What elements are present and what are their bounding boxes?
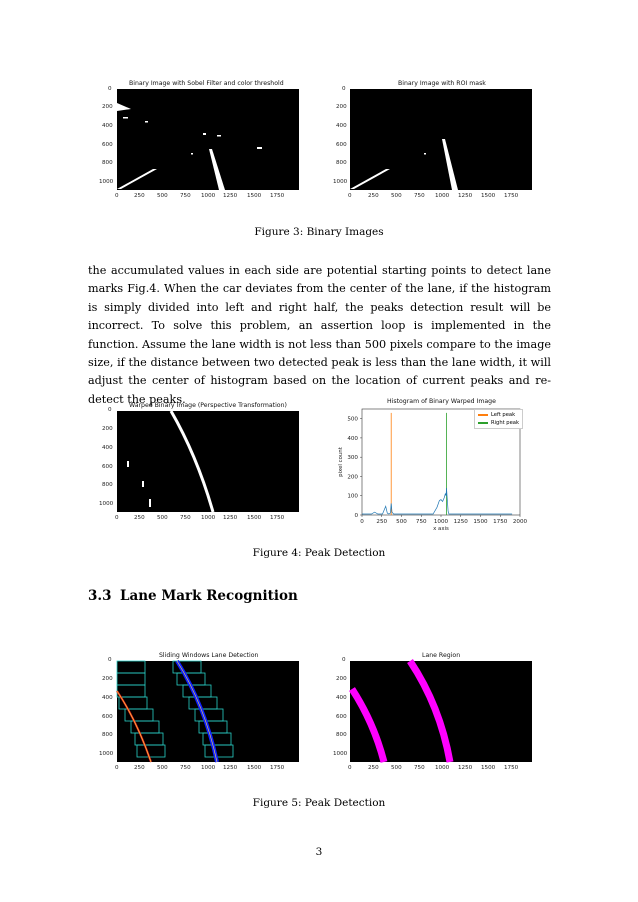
x-tick-label: 2000 (512, 519, 528, 525)
y-tick: 0 (342, 86, 346, 92)
page-number: 3 (315, 846, 323, 858)
y-tick-label: 100 (347, 493, 358, 500)
y-tick: 800 (102, 732, 113, 738)
x-tick: 1250 (458, 765, 473, 771)
x-tick: 500 (391, 765, 402, 771)
x-tick-label: 500 (396, 519, 407, 525)
fig5-right-image (350, 661, 532, 762)
fig5-right-lane-region (350, 661, 532, 762)
fig4-left-image (117, 411, 299, 512)
chart-legend (474, 409, 523, 429)
y-tick: 400 (336, 695, 347, 701)
fig5-right-title: Lane Region (422, 652, 461, 659)
x-tick: 1750 (270, 515, 285, 521)
y-tick: 400 (102, 445, 113, 451)
fig3-left-image (117, 89, 299, 190)
x-axis-label: x axis (433, 526, 449, 532)
x-tick: 0 (115, 193, 119, 199)
y-tick: 1000 (99, 501, 114, 507)
x-tick: 1250 (223, 515, 238, 521)
x-tick: 1500 (247, 515, 262, 521)
fig4-left-lanes (117, 411, 299, 512)
x-tick: 1750 (270, 765, 285, 771)
y-tick: 200 (102, 426, 113, 432)
y-tick: 800 (102, 160, 113, 166)
x-tick: 250 (134, 193, 145, 199)
x-tick-label: 1000 (433, 519, 449, 525)
x-tick: 0 (348, 193, 352, 199)
x-tick: 750 (414, 765, 425, 771)
x-tick: 1000 (435, 193, 450, 199)
y-tick: 1000 (99, 751, 114, 757)
x-tick: 250 (134, 515, 145, 521)
y-tick-label: 500 (347, 416, 358, 423)
x-tick-label: 1750 (493, 519, 508, 525)
fig3-right-lanes (350, 89, 532, 190)
fig3-left-lanes (117, 89, 299, 190)
y-tick: 600 (336, 142, 347, 148)
y-tick: 1000 (99, 179, 114, 185)
y-tick-label: 300 (347, 455, 358, 462)
fig4-left-title: Warped Binary Image (Perspective Transformation) (129, 402, 287, 409)
x-tick: 1500 (247, 765, 262, 771)
fig5-caption: Figure 5: Peak Detection (252, 797, 386, 809)
legend-item-left-peak (478, 411, 519, 419)
legend-item-right-peak (478, 419, 519, 427)
x-tick: 500 (157, 765, 168, 771)
x-tick: 1500 (247, 193, 262, 199)
x-tick: 250 (368, 193, 379, 199)
fig3-caption: Figure 3: Binary Images (254, 226, 384, 238)
x-tick: 1750 (270, 193, 285, 199)
x-tick: 0 (348, 765, 352, 771)
x-tick: 500 (391, 193, 402, 199)
y-tick: 0 (342, 657, 346, 663)
y-tick: 600 (102, 142, 113, 148)
body-paragraph: the accumulated values in each side are potential starting points to detect lane marks Fig.4. When the car deviates from the center of the lane, if the histogram is simply divided into left and right half, the peaks detection result will be incorrect. To solve this problem, an assertion loop is implemented in the function. Assume the lane width is not less than 500 pixels compare to the image size, if the distance between two detected peak is less than the lane width, it will adjust the center of histogram based on the location of current peaks and re-detect the peaks. (88, 264, 551, 406)
y-tick: 400 (102, 695, 113, 701)
y-tick: 800 (336, 732, 347, 738)
x-tick: 1750 (504, 765, 519, 771)
x-tick-label: 1250 (453, 519, 468, 525)
x-tick: 1250 (223, 765, 238, 771)
x-tick: 750 (180, 515, 191, 521)
x-tick-label: 0 (360, 519, 364, 525)
y-tick: 600 (336, 714, 347, 720)
y-axis-label: pixel count (338, 447, 344, 477)
x-tick: 750 (180, 193, 191, 199)
chart-title: Histogram of Binary Warped Image (387, 398, 496, 405)
y-tick: 800 (102, 482, 113, 488)
x-tick: 1000 (201, 193, 216, 199)
x-tick: 1250 (223, 193, 238, 199)
x-tick: 750 (180, 765, 191, 771)
y-tick: 200 (336, 104, 347, 110)
y-tick-label: 400 (347, 435, 358, 442)
x-tick: 1250 (458, 193, 473, 199)
y-tick: 600 (102, 714, 113, 720)
fig5-left-windows (117, 661, 299, 762)
x-tick: 1000 (201, 515, 216, 521)
y-tick: 0 (108, 86, 112, 92)
y-tick: 1000 (333, 751, 348, 757)
x-tick-label: 750 (415, 519, 427, 525)
fig4-caption: Figure 4: Peak Detection (252, 547, 386, 559)
section-number: 3.3 (88, 588, 112, 604)
x-tick: 0 (115, 515, 119, 521)
y-tick: 400 (102, 123, 113, 129)
y-tick: 0 (108, 407, 112, 413)
x-tick: 750 (414, 193, 425, 199)
x-tick: 500 (157, 515, 168, 521)
fig3-left-title: Binary Image with Sobel Filter and color threshold (129, 80, 284, 87)
section-title: Lane Mark Recognition (120, 588, 298, 604)
fig3-right-image (350, 89, 532, 190)
x-tick: 1750 (504, 193, 519, 199)
x-tick: 500 (157, 193, 168, 199)
x-tick: 250 (368, 765, 379, 771)
fig5-left-title: Sliding Windows Lane Detection (159, 652, 259, 659)
x-tick: 250 (134, 765, 145, 771)
legend-label: Right peak (491, 420, 519, 426)
y-tick: 800 (336, 160, 347, 166)
x-tick: 1500 (481, 765, 496, 771)
legend-label: Left peak (491, 412, 516, 418)
section-heading (88, 588, 298, 604)
x-tick-label: 250 (376, 519, 388, 525)
x-tick: 1500 (481, 193, 496, 199)
y-tick: 200 (102, 104, 113, 110)
x-tick-label: 1500 (473, 519, 488, 525)
y-tick: 600 (102, 464, 113, 470)
x-tick: 0 (115, 765, 119, 771)
y-tick: 200 (336, 676, 347, 682)
fig5-left-image (117, 661, 299, 762)
y-tick: 1000 (333, 179, 348, 185)
y-tick-label: 0 (354, 513, 358, 519)
fig3-right-title: Binary Image with ROI mask (398, 80, 486, 87)
y-tick: 200 (102, 676, 113, 682)
x-tick: 1000 (435, 765, 450, 771)
y-tick: 0 (108, 657, 112, 663)
x-tick: 1000 (201, 765, 216, 771)
y-tick: 400 (336, 123, 347, 129)
y-tick-label: 200 (347, 474, 358, 481)
